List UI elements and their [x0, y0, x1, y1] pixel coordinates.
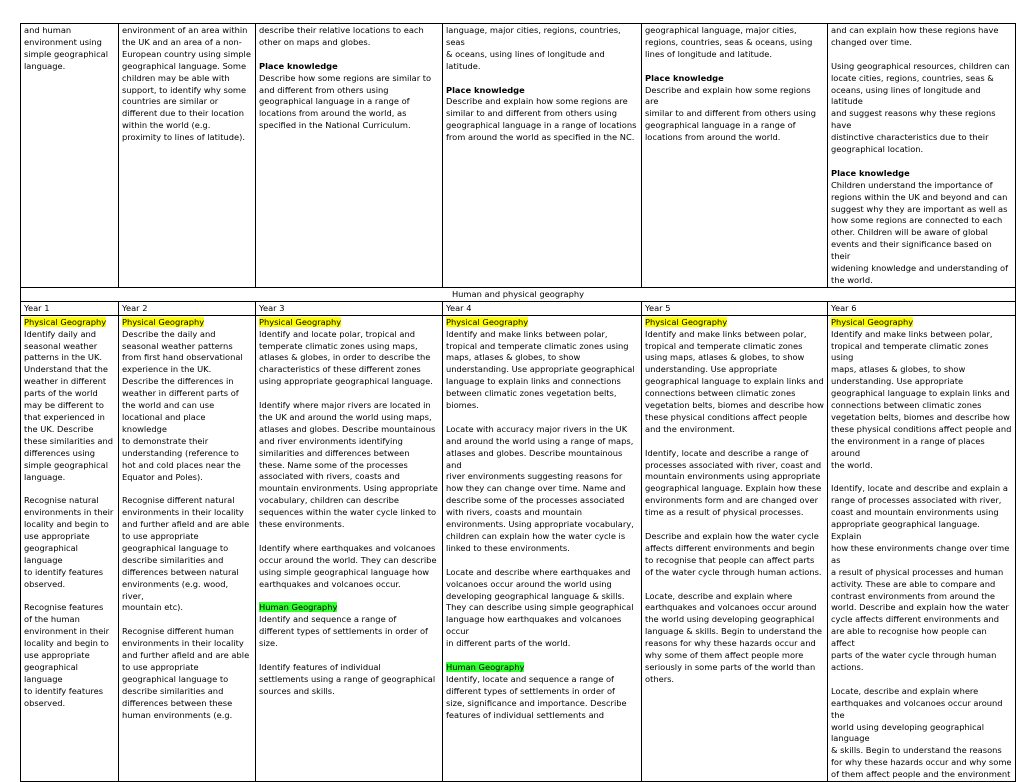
cell-paragraph: [446, 662, 638, 722]
body-text: Describe and explain how the water cycle affects different environments and begin to recognise that people can affect parts of the water cycle through human actions.: [645, 531, 822, 577]
body-text: and can explain how these regions have changed over time.: [831, 25, 999, 47]
cell-paragraph: [122, 25, 252, 144]
cell-paragraph: [259, 662, 439, 698]
top-cell-year-6: [828, 24, 1016, 288]
body-text: Identify and locate polar, tropical and temperate climatic zones using maps, atlases & globes, in order to describe the characteristics of these different zones using appropriate geographical language.: [259, 328, 433, 387]
body-text: Describe and explain how some regions are similar to and different from others using geographical language in a range of locations from around the world.: [645, 84, 816, 143]
body-text: Identify and make links between polar, tropical and temperate climatic zones using maps, atlases & globes, to show understanding. Use appropriate geographical language to explain links and connections between climatic zones vegetation belts, biomes and describe how these physical conditions affect people and the environment in a range of places around the world.: [831, 328, 1012, 470]
cell-paragraph: [259, 602, 439, 650]
body-text: Children understand the importance of regions within the UK and beyond and can suggest why they are important as well as how some regions are connected to each other. Children will be aware of global events and their significance based on their widening knowledge and understanding of the world.: [831, 179, 1008, 285]
cell-paragraph: [446, 317, 638, 412]
cell-paragraph: [259, 25, 439, 49]
cell-paragraph: [446, 85, 638, 145]
top-cell-year-3: [256, 24, 443, 288]
body-text: Recognise different natural environments in their locality and further afield and are able to use appropriate geographical language to describe similarities and differences between natural environments (e.g. wood, river, mountain etc).: [122, 495, 250, 613]
cell-paragraph: [122, 495, 252, 614]
body-text: language, major cities, regions, countries, seas & oceans, using lines of longitude and latitude.: [446, 25, 621, 71]
top-cell-year-4: [443, 24, 642, 288]
main-cell-year-1: [21, 315, 119, 781]
body-text: Identify and make links between polar, tropical and temperate climatic zones using maps, atlases & globes, to show understanding. Use appropriate geographical language to explain links and connections between climatic zones vegetation belts, biomes and describe how these physical conditions affect people and the environment.: [645, 328, 824, 434]
cell-paragraph: [446, 567, 638, 650]
body-text: Identify, locate and sequence a range of different types of settlements in order of size, significance and importance. Describe features of individual settlements and: [446, 673, 627, 720]
cell-paragraph: [645, 25, 824, 61]
body-text: Describe and explain how some regions are similar to and different from others using geographical language in a range of locations from around the world as specified in the NC.: [446, 96, 637, 143]
body-text: Locate, describe and explain where earthquakes and volcanoes occur around the world using developing geographical language & skills. Begin to understand the reasons for why these hazards occur and why some of them affect people and the environment: [831, 685, 1012, 780]
cell-paragraph: [122, 317, 252, 484]
human-geography-tag: Human Geography: [259, 602, 338, 613]
body-text: Identify and make links between polar, tropical and temperate climatic zones using maps, atlases & globes, to show understanding. Use appropriate geographical language to explain links and connections between climatic zones vegetation belts, biomes.: [446, 328, 635, 411]
cell-paragraph: [24, 25, 115, 73]
body-text: Identify features of individual settlements using a range of geographical sources and skills.: [259, 661, 436, 696]
cell-paragraph: [831, 483, 1012, 674]
cell-paragraph: [645, 448, 824, 519]
body-text: and human environment using simple geographical language.: [24, 25, 109, 71]
body-text: Locate with accuracy major rivers in the UK and around the world using a range of maps, atlases and globes. Describe mountainous and river environments suggesting reasons for how they can change over time. Name and describe some of the processes associated with rivers, coasts and mountain environments. Using appropriate vocabulary, children can explain how the water cycle is linked to these environments.: [446, 423, 634, 553]
cell-paragraph: [831, 61, 1012, 156]
main-cell-year-2: [119, 315, 256, 781]
body-text: Describe how some regions are similar to and different from others using geographical language in a range of locations from around the world, as specified in the National Curriculum.: [259, 72, 432, 131]
year-header: Year 5: [642, 301, 828, 315]
cell-paragraph: [645, 317, 824, 436]
subheading: Place knowledge: [831, 167, 910, 178]
section-header-row: [21, 287, 1016, 301]
physical-geography-tag: Physical Geography: [645, 316, 728, 327]
cell-paragraph: [122, 626, 252, 721]
curriculum-document: [20, 23, 1015, 782]
cell-paragraph: [645, 531, 824, 579]
cell-paragraph: [645, 591, 824, 686]
physical-geography-tag: Physical Geography: [24, 316, 107, 327]
body-text: Recognise different human environments in their locality and further afield and are able to use appropriate geographical language to describe similarities and differences between these human environments (e.g.: [122, 626, 250, 720]
body-text: Identify where major rivers are located in the UK and around the world using maps, atlases and globes. Describe mountainous and river environments identifying similarities and differences between these. Name some of the processes associated with rivers, coasts and mountain environments. Using appropriate vocabulary, children can describe sequences within the water cycle linked to these environments.: [259, 400, 438, 530]
cell-paragraph: [446, 25, 638, 73]
cell-paragraph: [24, 317, 115, 484]
subheading: Place knowledge: [645, 72, 724, 83]
continued-row: [21, 24, 1016, 288]
cell-paragraph: [24, 495, 115, 590]
body-text: Locate and describe where earthquakes and volcanoes occur around the world using developing geographical language & skills. They can describe using simple geographical language how earthquakes and volcanoes occur in different parts of the world.: [446, 566, 634, 649]
top-cell-year-5: [642, 24, 828, 288]
body-text: Recognise features of the human environment in their locality and begin to use appropriate geographical language to identify features observed.: [24, 602, 110, 708]
cell-paragraph: [831, 317, 1012, 472]
content-row: [21, 315, 1016, 781]
physical-geography-tag: Physical Geography: [831, 316, 914, 327]
year-header: Year 3: [256, 301, 443, 315]
body-text: Identify, locate and describe a range of processes associated with river, coast and mountain environments using appropriate geographical language. Explain how these environments form and are changed over time as a result of physical processes.: [645, 447, 822, 518]
subheading: Place knowledge: [259, 60, 338, 71]
body-text: Identify, locate and describe and explain a range of processes associated with river, coast and mountain environments using appropriate geographical language. Explain how these environments change over time as a result of physical processes and human activity. These are able to compare and contrast environments from around the world. Describe and explain how the water cycle affects different environments and are able to recognise how people can affect parts of the water cycle through human actions.: [831, 483, 1010, 672]
body-text: Using geographical resources, children can locate cities, regions, countries, seas & oceans, using lines of longitude and latitude and suggest reasons why these regions have distinctive characteristics due to their geographical location.: [831, 60, 1010, 155]
top-cell-year-1: [21, 24, 119, 288]
body-text: Identify where earthquakes and volcanoes occur around the world. They can describe using simple geographical language how earthquakes and volcanoes occur.: [259, 542, 437, 589]
year-header: Year 1: [21, 301, 119, 315]
cell-paragraph: [24, 602, 115, 709]
physical-geography-tag: Physical Geography: [122, 316, 205, 327]
year-header: Year 6: [828, 301, 1016, 315]
year-header-row: [21, 301, 1016, 315]
body-text: describe their relative locations to each other on maps and globes.: [259, 25, 424, 47]
cell-paragraph: [831, 25, 1012, 49]
main-cell-year-5: [642, 315, 828, 781]
cell-paragraph: [831, 168, 1012, 287]
human-geography-tag: Human Geography: [446, 661, 525, 672]
body-text: environment of an area within the UK and an area of a non- European country using simple geographical language. Some children may be able with support, to identify why some countries are similar or different due to their location within the world (e.g. proximity to lines of latitude).: [122, 25, 251, 143]
body-text: Describe the daily and seasonal weather patterns from first hand observational experience in the UK. Describe the differences in weather in different parts of the world and can use locational and place knowledge to demonstrate their understanding (reference to hot and cold places near the Equator and Poles).: [122, 328, 243, 482]
cell-paragraph: [259, 543, 439, 591]
subheading: Place knowledge: [446, 84, 525, 95]
cell-paragraph: [645, 73, 824, 144]
cell-paragraph: [446, 424, 638, 555]
body-text: Identify and sequence a range of different types of settlements in order of size.: [259, 614, 428, 649]
main-cell-year-6: [828, 315, 1016, 781]
main-cell-year-4: [443, 315, 642, 781]
body-text: Recognise natural environments in their locality and begin to use appropriate geographical language to identify features observed.: [24, 495, 114, 589]
main-cell-year-3: [256, 315, 443, 781]
section-title: Human and physical geography: [21, 287, 1016, 301]
curriculum-table: [20, 23, 1016, 782]
year-header: Year 4: [443, 301, 642, 315]
body-text: geographical language, major cities, regions, countries, seas & oceans, using lines of longitude and latitude.: [645, 25, 813, 59]
cell-paragraph: [259, 400, 439, 531]
cell-paragraph: [259, 61, 439, 132]
body-text: Identify daily and seasonal weather patterns in the UK. Understand that the weather in different parts of the world may be different to that experienced in the UK. Describe these similarities and differences using simple geographical language.: [24, 328, 114, 482]
cell-paragraph: [259, 317, 439, 388]
physical-geography-tag: Physical Geography: [259, 316, 342, 327]
body-text: Locate, describe and explain where earthquakes and volcanoes occur around the world using developing geographical language & skills. Begin to understand the reasons for why these hazards occur and why some of them affect people more seriously in some parts of the world than others.: [645, 590, 822, 684]
top-cell-year-2: [119, 24, 256, 288]
physical-geography-tag: Physical Geography: [446, 316, 529, 327]
cell-paragraph: [831, 686, 1012, 781]
year-header: Year 2: [119, 301, 256, 315]
